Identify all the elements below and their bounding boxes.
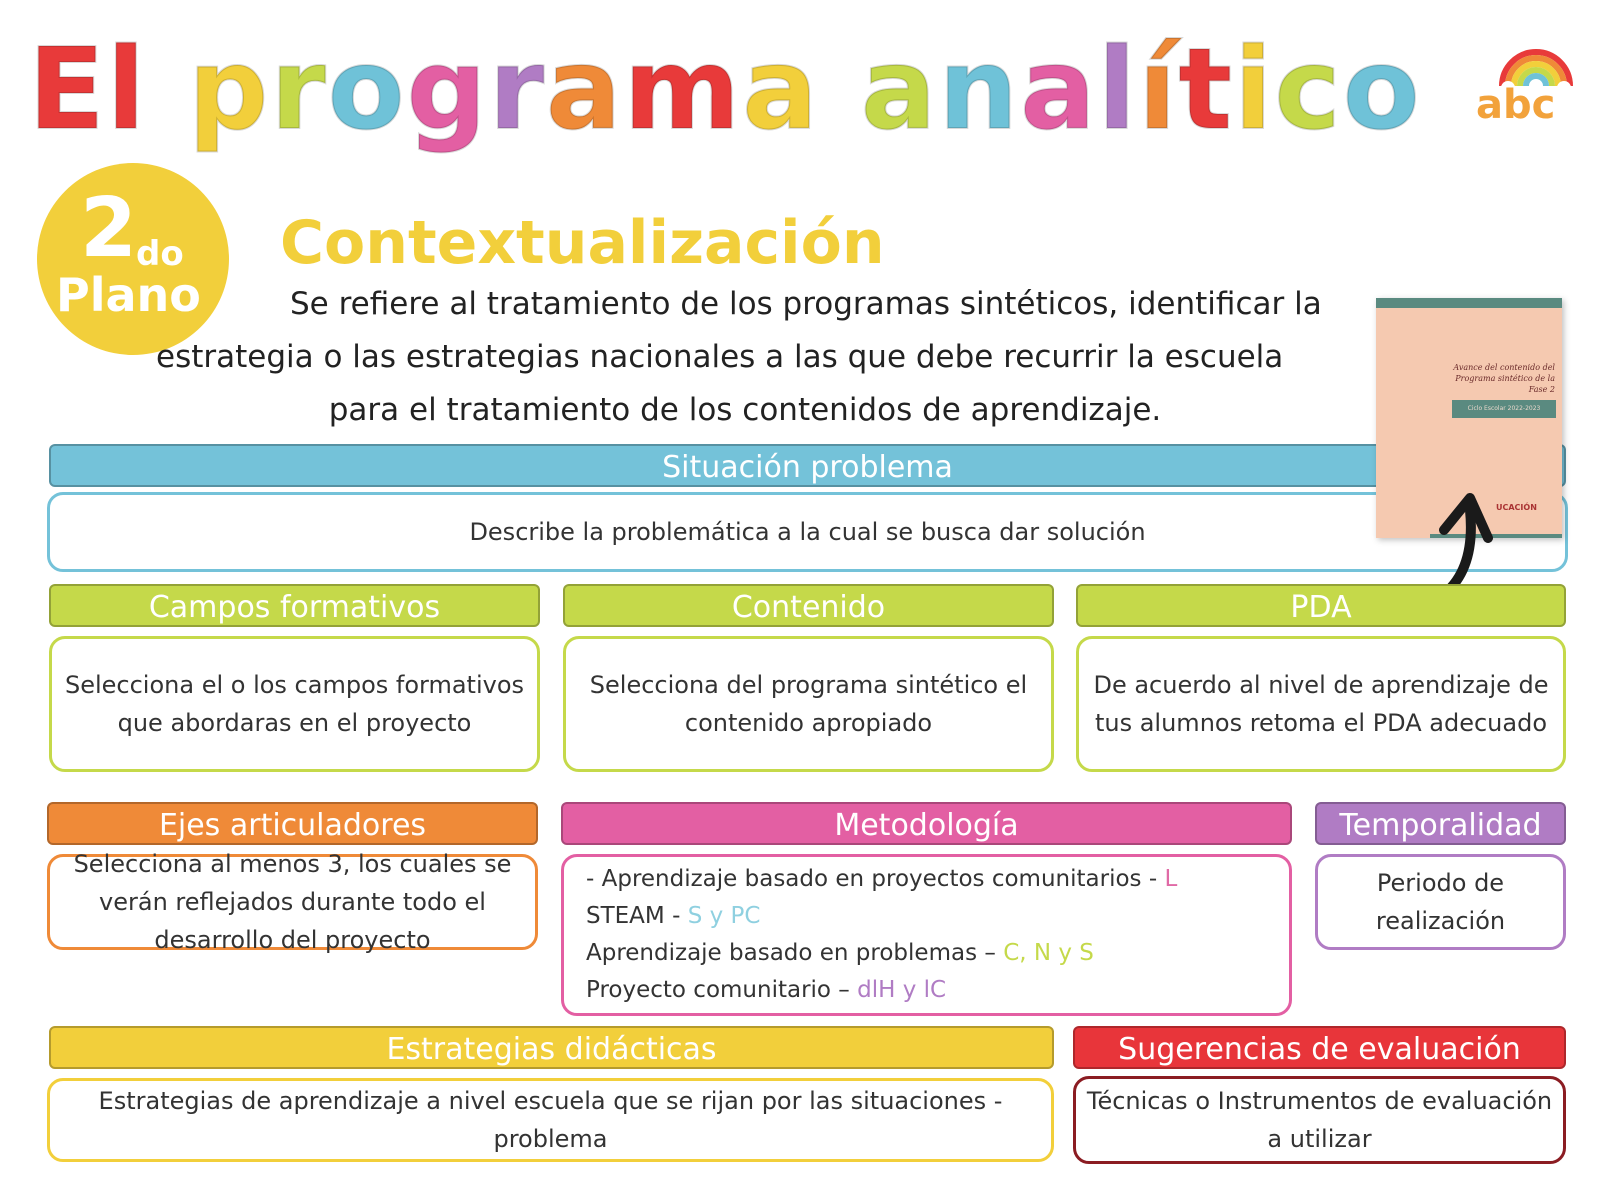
metodologia-item-text: Proyecto comunitario –	[586, 977, 858, 1003]
title-letter: a	[1020, 25, 1098, 155]
logo-text: abc	[1476, 82, 1556, 122]
campos-line: Selecciona el o los campos formativos	[64, 671, 525, 699]
campos-header: Campos formativos	[49, 584, 540, 627]
document-footer: UCACIÓN	[1496, 503, 1537, 512]
temporalidad-line: Periodo de	[1376, 869, 1505, 897]
pda-line: tus alumnos retoma el PDA adecuado	[1094, 709, 1548, 737]
metodologia-item-text: - Aprendizaje basado en proyectos comunitarios -	[586, 866, 1165, 892]
badge-suffix: do	[136, 234, 184, 274]
title-letter: E	[28, 25, 107, 155]
title-letter: a	[545, 25, 624, 155]
metodologia-item-tag: dlH y lC	[857, 977, 947, 1003]
title-letter: a	[860, 25, 939, 155]
title-letter: r	[488, 25, 546, 155]
situacion-text: Describe la problemática a la cual se busca dar solución	[469, 518, 1146, 546]
ejes-line: desarrollo del proyecto	[154, 926, 431, 954]
estrategias-text: Estrategias de aprendizaje a nivel escuela que se rijan por las situaciones - problema	[98, 1087, 1003, 1153]
metodologia-item-text: Aprendizaje basado en problemas –	[586, 940, 1004, 966]
contenido-header: Contenido	[563, 584, 1054, 627]
contenido-line: contenido apropiado	[684, 709, 933, 737]
page-title	[0, 20, 1450, 160]
title-letter	[147, 25, 188, 155]
metodologia-item-tag: C, N y S	[1003, 940, 1094, 966]
document-band: Ciclo Escolar 2022-2023	[1452, 400, 1556, 418]
title-letter: n	[938, 25, 1021, 155]
temporalidad-box	[1315, 854, 1566, 950]
ejes-line: Selecciona al menos 3, los cuales se	[73, 850, 512, 878]
document-top-band	[1376, 298, 1562, 308]
intro-line: estrategia o las estrategias nacionales a las que debe recurrir la escuela	[156, 339, 1284, 375]
temporalidad-header: Temporalidad	[1315, 802, 1566, 845]
title-letter: o	[327, 25, 407, 155]
title-letter: m	[623, 25, 743, 155]
metodologia-item	[586, 972, 1177, 1009]
section-heading: Contextualización	[280, 208, 885, 278]
metodologia-item-tag: L	[1164, 866, 1178, 892]
estrategias-header: Estrategias didácticas	[49, 1026, 1054, 1069]
title-letter: o	[1342, 25, 1422, 155]
title-letter: c	[1274, 25, 1343, 155]
campos-box	[49, 636, 540, 772]
badge-word: Plano	[56, 268, 201, 322]
document-title: Avance del contenido del Programa sintético de la Fase 2	[1453, 363, 1555, 394]
ejes-box	[47, 850, 538, 954]
pda-header: PDA	[1076, 584, 1566, 627]
evaluacion-header: Sugerencias de evaluación	[1073, 1026, 1566, 1069]
ejes-header: Ejes articuladores	[47, 802, 538, 845]
intro-line: para el tratamiento de los contenidos de aprendizaje.	[328, 392, 1162, 428]
contenido-line: Selecciona del programa sintético el	[589, 671, 1028, 699]
metodologia-item	[586, 898, 1177, 935]
abc-logo	[1462, 42, 1580, 122]
metodologia-item-text: STEAM -	[586, 903, 688, 929]
title-letter: g	[406, 25, 489, 155]
badge-number: 2	[80, 181, 138, 276]
metodologia-item	[586, 935, 1177, 972]
metodologia-box	[561, 854, 1292, 1016]
contenido-box	[563, 636, 1054, 772]
evaluacion-line: a utilizar	[1267, 1125, 1372, 1153]
title-letter: t	[1178, 25, 1234, 155]
title-letter: r	[270, 25, 328, 155]
metodologia-header: Metodología	[561, 802, 1292, 845]
metodologia-item	[586, 861, 1177, 898]
intro-paragraph	[140, 278, 1350, 437]
estrategias-box	[47, 1078, 1054, 1162]
title-letter: l	[1097, 25, 1139, 155]
title-letter	[820, 25, 861, 155]
title-letter: í	[1138, 25, 1179, 155]
title-letter: i	[1234, 25, 1275, 155]
pda-line: De acuerdo al nivel de aprendizaje de	[1093, 671, 1549, 699]
title-letter: p	[188, 25, 271, 155]
title-letter: l	[106, 25, 148, 155]
title-letter: a	[742, 25, 820, 155]
intro-line: Se refiere al tratamiento de los programas sintéticos, identificar la	[290, 286, 1322, 322]
metodologia-item-tag: S y PC	[687, 903, 761, 929]
situacion-box	[47, 492, 1568, 572]
campos-line: que abordaras en el proyecto	[117, 709, 472, 737]
pda-box	[1076, 636, 1566, 772]
temporalidad-line: realización	[1375, 907, 1506, 935]
evaluacion-line: Técnicas o Instrumentos de evaluación	[1086, 1087, 1553, 1115]
situacion-header: Situación problema	[49, 444, 1566, 487]
evaluacion-box	[1073, 1076, 1566, 1164]
ejes-line: verán reflejados durante todo el	[99, 888, 486, 916]
